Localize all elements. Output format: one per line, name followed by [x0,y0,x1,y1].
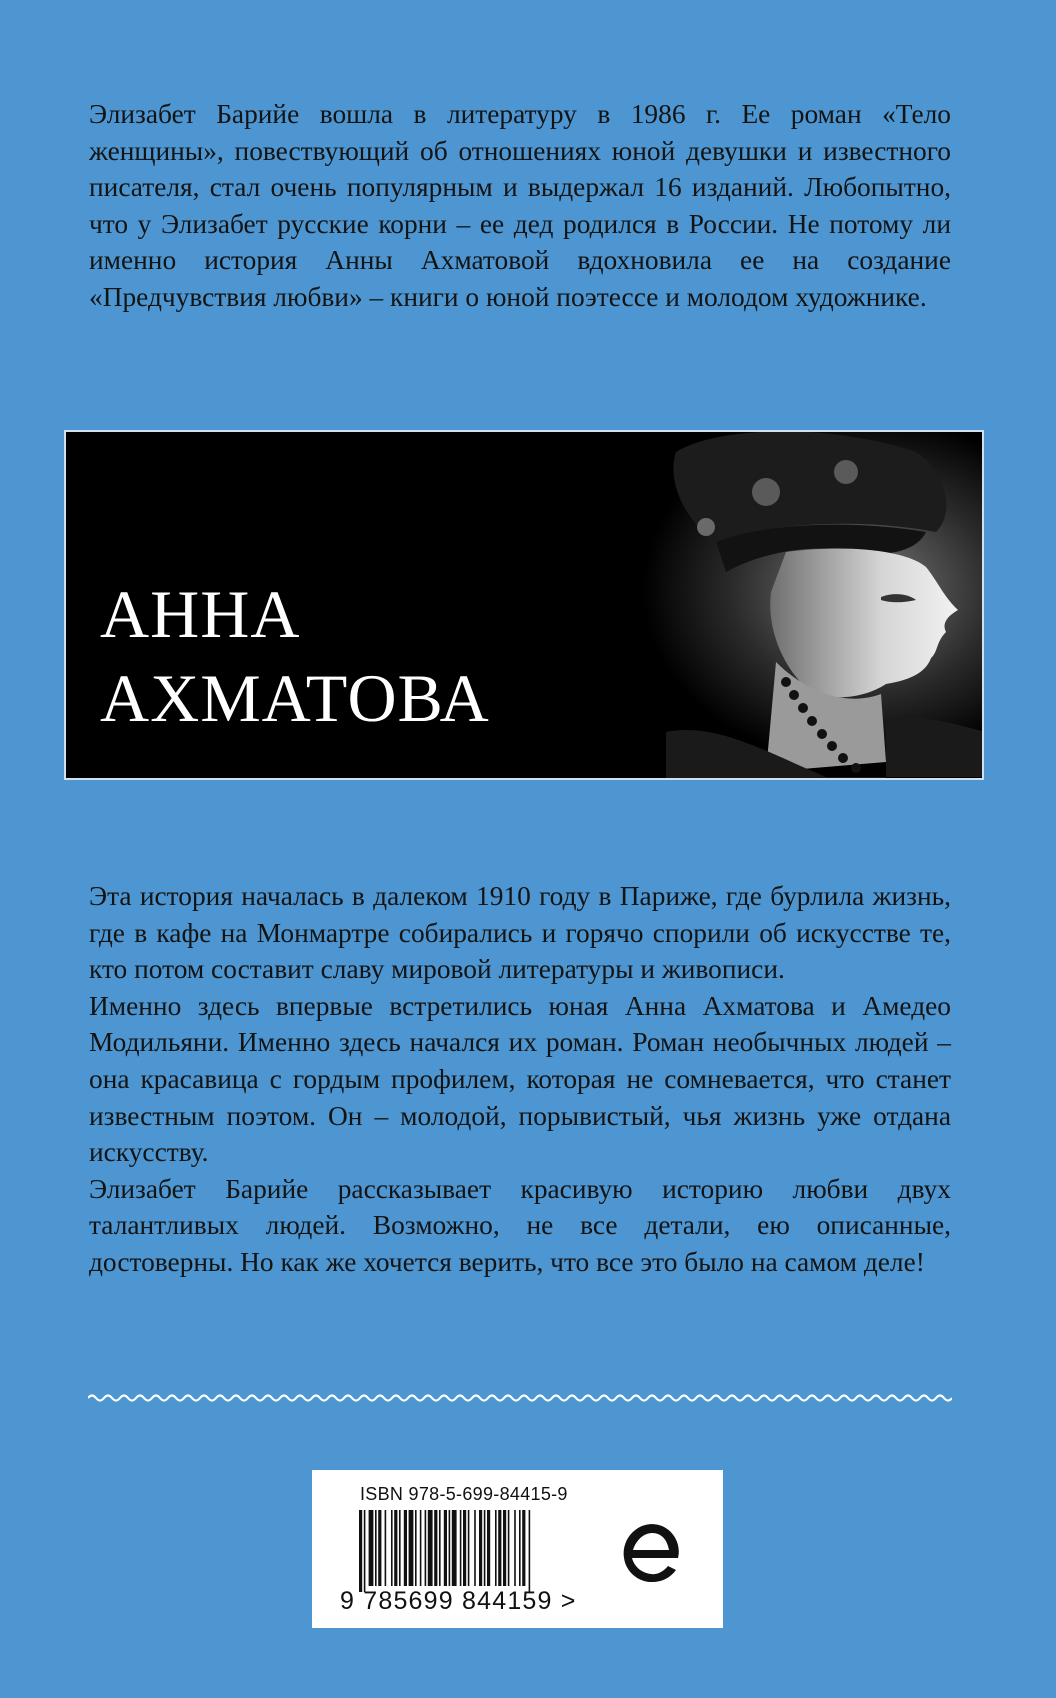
author-first-name: АННА [100,576,301,652]
barcode-bar [498,1510,501,1586]
portrait-banner [64,430,984,780]
barcode-bar [519,1510,521,1586]
barcode-bar [474,1510,476,1586]
barcode-bar [444,1510,447,1586]
barcode-bar [503,1510,506,1586]
barcode-bar [428,1510,433,1586]
publisher-logo-icon [614,1514,690,1590]
barcode-bar [514,1510,516,1586]
barcode-bar [487,1510,490,1586]
barcode-bar [463,1510,466,1586]
story-paragraph: Именно здесь впервые встретились юная Анна Ахматова и Амедео Модильяни. Именно здесь начался их роман. Роман необычных людей – она красавица с гордым профилем, которая не сомневается, что станет известным поэтом. Он – молодой, порывистый, чья жизнь уже отдана искусству. [89,990,951,1168]
barcode-bar [479,1510,482,1586]
barcode-bar [375,1510,377,1586]
author-last-name: АХМАТОВА [100,660,490,736]
barcode-bar [378,1510,381,1586]
barcode-bar [415,1510,417,1586]
barcode-bar [399,1510,401,1586]
story-text [89,878,951,1281]
barcode-bar [404,1510,407,1586]
story-paragraph: Элизабет Барийе рассказывает красивую историю любви двух талантливых людей. Возможно, не все детали, ею описанные, достоверны. Но как же хочется верить, что все это было на самом деле! [89,1173,951,1277]
barcode-graphic [359,1510,607,1592]
barcode-bar [508,1510,510,1586]
barcode-bar [529,1510,531,1592]
barcode-bar [369,1510,374,1586]
isbn-barcode-panel [312,1470,723,1628]
barcode-bar [522,1510,525,1586]
barcode-bar [434,1510,437,1586]
barcode-bar [425,1510,427,1586]
barcode-bar [452,1510,457,1586]
barcode-bar [420,1510,422,1586]
barcode-bar [385,1510,387,1586]
barcode-bar [394,1510,397,1586]
wavy-divider [88,1392,952,1404]
barcode-bar [359,1510,362,1592]
story-paragraph: Эта история началась в далеком 1910 году в Париже, где бурлила жизнь, где в кафе на Монмартре собирались и горячо спорили об искусстве те, кто потом составит славу мировой литературы и живописи. [89,881,951,985]
barcode-bar [391,1510,393,1586]
intro-paragraph: Элизабет Барийе вошла в литературу в 1986 г. Ее роман «Тело женщины», повествующий об отношениях юной девушки и известного писателя, стал очень популярным и выдержал 16 изданий. Любопытно, что у Элизабет русские корни – ее дед родился в России. Не потому ли именно история Анны Ахматовой вдохновила ее на создание «Предчувствия любви» – книги о юной поэтессе и молодом художнике. [89,99,951,312]
isbn-label: ISBN 978-5-699-84415-9 [360,1484,568,1504]
barcode-bar [495,1510,497,1586]
barcode-bar [460,1510,462,1586]
barcode-bar [468,1510,470,1586]
barcode-bar [449,1510,451,1586]
barcode-bar [439,1510,441,1586]
barcode-bar [409,1510,414,1586]
barcode-bar [364,1510,366,1592]
barcode-digits: 9 785699 844159 > [340,1587,577,1615]
barcode-bar [484,1510,486,1586]
